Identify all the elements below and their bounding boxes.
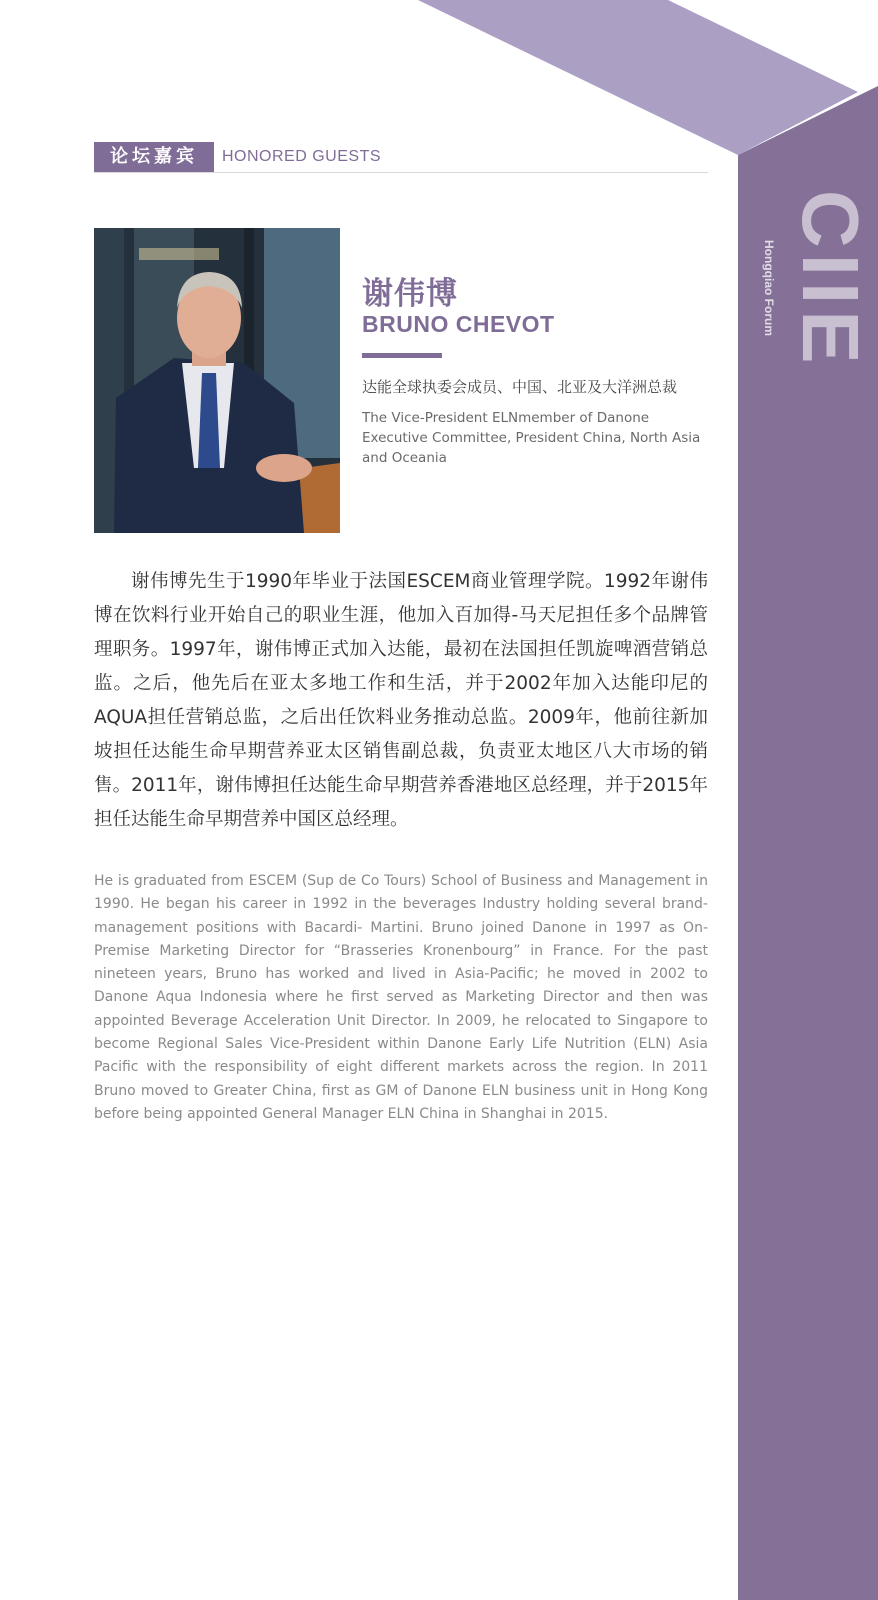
biography-zh: 谢伟博先生于1990年毕业于法国ESCEM商业管理学院。1992年谢伟博在饮料行业开始自己的职业生涯，他加入百加得-马天尼担任多个品牌管理职务。1997年，谢伟博正式加入达能，最初在法国担任凯旋啤酒营销总监。之后，他先后在亚太多地工作和生活，并于2002年加入达能印尼的AQUA担任营销总监，之后出任饮料业务推动总监。2009年，他前往新加坡担任达能生命早期营养亚太区销售副总裁，负责亚太地区八大市场的销售。2011年，谢伟博担任达能生命早期营养香港地区总经理，并于2015年担任达能生命早期营养中国区总经理。 bbox=[94, 571, 708, 830]
ceiling-light bbox=[139, 248, 219, 260]
biography-en: He is graduated from ESCEM (Sup de Co Tours) School of Business and Management in 1990. He began his career in 1992 in the beverages Industry holding several brand-management positions with Bacardi- Martini. Bruno joined Danone in 1997 as On-Premise Marketing Director for “Brasseries Kronenbourg” in France. For the past nineteen years, Bruno has worked and lived in Asia-Pacific; he moved in 2002 to Danone Aqua Indonesia where he first served as Marketing Director and then was appointed Beverage Acceleration Unit Director. In 2009, he relocated to Singapore to become Regional Sales Vice-President within Danone Early Life Nutrition (ELN) Asia Pacific with the responsibility of eight different markets across the region. In 2011 Bruno moved to Greater China, first as GM of Danone ELN business unit in Hong Kong before being appointed General Manager ELN China in Shanghai in 2015. bbox=[94, 873, 708, 1122]
hands bbox=[256, 454, 312, 482]
guest-title-zh: 达能全球执委会成员、中国、北亚及大洋洲总裁 bbox=[362, 378, 678, 396]
ciie-logo-text: CIIE bbox=[786, 190, 875, 370]
portrait-illustration bbox=[94, 228, 340, 533]
section-title-en: HONORED GUESTS bbox=[222, 148, 382, 165]
section-title-zh: 论坛嘉宾 bbox=[94, 142, 214, 172]
name-divider bbox=[362, 353, 442, 358]
side-brand bbox=[738, 190, 878, 370]
guest-name-zh: 谢伟博 bbox=[362, 276, 458, 312]
section-header bbox=[94, 142, 708, 173]
guest-title-en: The Vice-President ELNmember of Danone Executive Committee, President China, North Asia and Oceania bbox=[362, 410, 701, 466]
forum-name: Hongqiao Forum bbox=[762, 240, 776, 336]
guest-portrait bbox=[94, 228, 340, 533]
guest-name-en: BRUNO CHEVOT bbox=[362, 311, 555, 337]
